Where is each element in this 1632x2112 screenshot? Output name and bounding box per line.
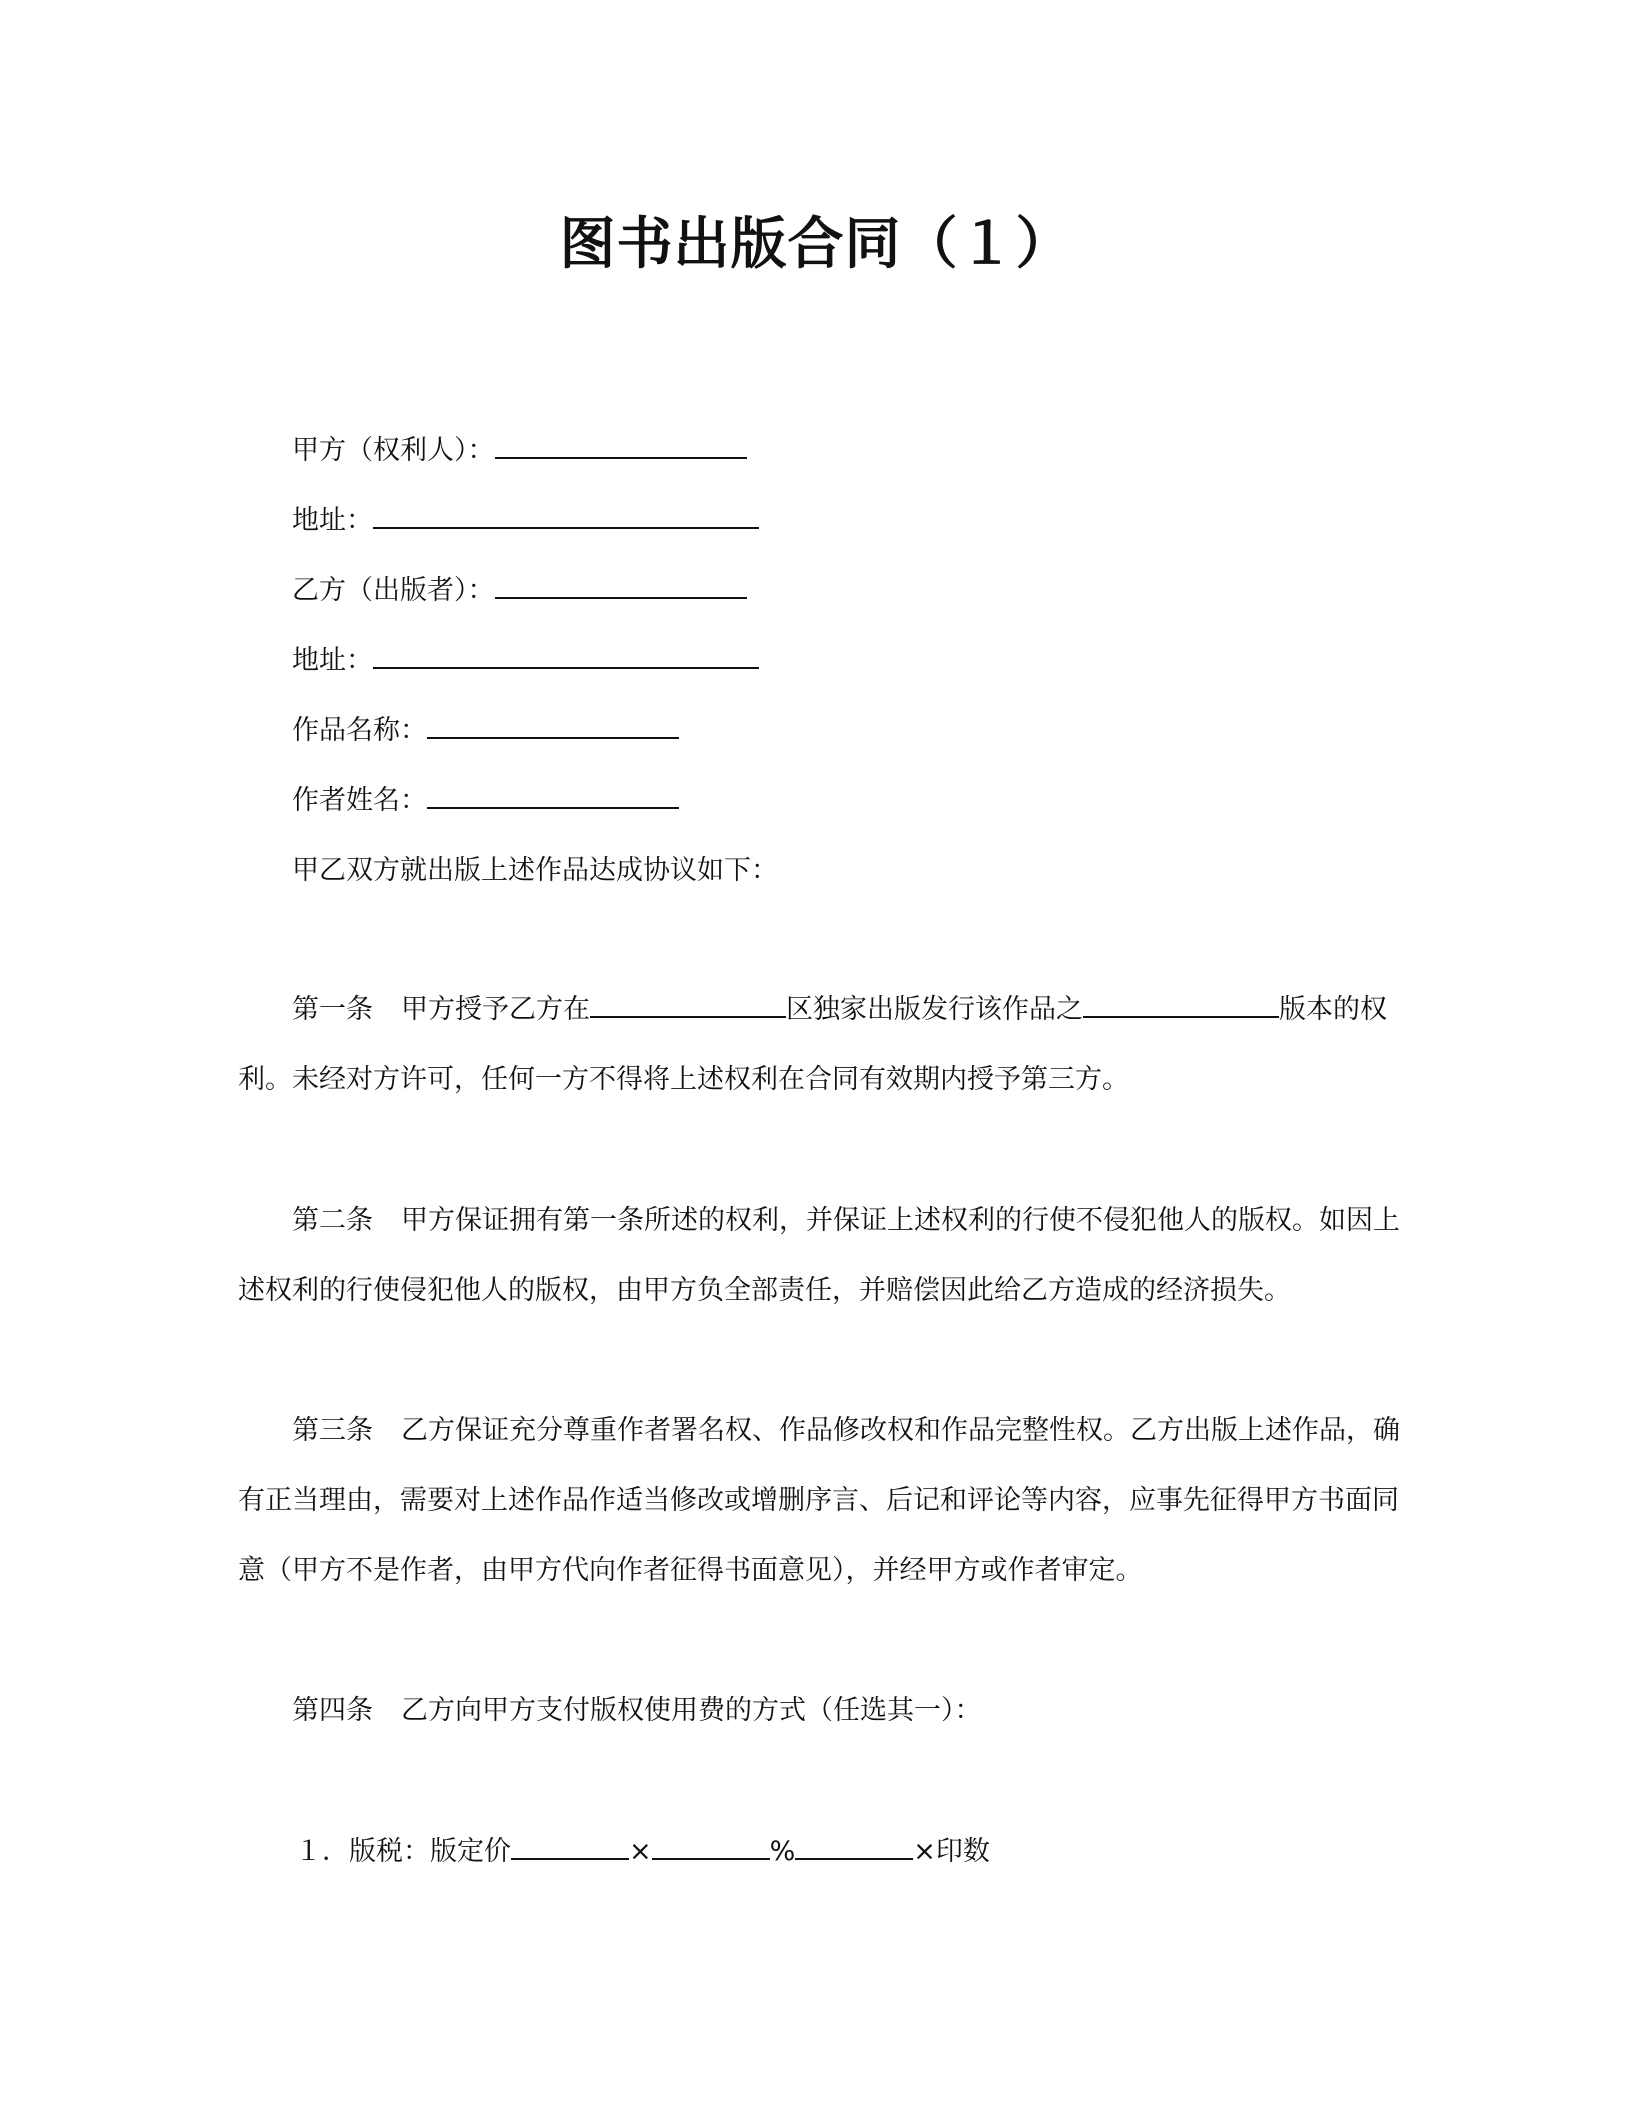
- party-b-field: [292, 571, 747, 611]
- article-3-text-1: 乙方保证充分尊重作者署名权、作品修改权和作品完整性权。乙方出版上述作品，确: [401, 1415, 1400, 1446]
- party-b-address-label: 地址：: [292, 645, 373, 676]
- royalty-label: １．版税：版定价: [295, 1836, 511, 1867]
- party-b-address-field: [292, 641, 759, 681]
- article-1-line-1: [292, 990, 1387, 1030]
- article-3-heading: 第三条: [292, 1415, 373, 1446]
- work-title-field: [292, 711, 679, 751]
- article-3-line-3: 意（甲方不是作者，由甲方代向作者征得书面意见），并经甲方或作者审定。: [238, 1555, 1143, 1586]
- article-2-text-1: 甲方保证拥有第一条所述的权利，并保证上述权利的行使不侵犯他人的版权。如因上: [401, 1205, 1400, 1236]
- party-a-address-label: 地址：: [292, 505, 373, 536]
- article-4-line-1: [292, 1691, 982, 1731]
- royalty-line: [295, 1832, 990, 1872]
- article-3-line-2: 有正当理由，需要对上述作品作适当修改或增删序言、后记和评论等内容，应事先征得甲方书面同: [238, 1485, 1399, 1516]
- article-2-line-2: 述权利的行使侵犯他人的版权，由甲方负全部责任，并赔偿因此给乙方造成的经济损失。: [238, 1275, 1291, 1306]
- article-1-line-2: 利。未经对方许可，任何一方不得将上述权利在合同有效期内授予第三方。: [238, 1064, 1129, 1095]
- work-title-label: 作品名称：: [292, 715, 427, 746]
- author-name-blank[interactable]: [427, 781, 679, 809]
- party-b-address-blank[interactable]: [373, 641, 759, 669]
- article-1-version-blank[interactable]: [1083, 990, 1279, 1018]
- article-4-text-1: 乙方向甲方支付版权使用费的方式（任选其一）：: [401, 1695, 982, 1726]
- article-1-seg-3: 版本的权: [1279, 994, 1387, 1025]
- party-a-address-blank[interactable]: [373, 501, 759, 529]
- article-4-heading: 第四条: [292, 1695, 373, 1726]
- page-title: 图书出版合同（１）: [559, 212, 1073, 277]
- article-2-line-1: [292, 1201, 1400, 1241]
- royalty-extra-blank[interactable]: [795, 1832, 913, 1860]
- author-name-field: [292, 781, 679, 821]
- work-title-blank[interactable]: [427, 711, 679, 739]
- article-2-heading: 第二条: [292, 1205, 373, 1236]
- article-1-seg-1: 甲方授予乙方在: [401, 994, 590, 1025]
- royalty-price-blank[interactable]: [511, 1832, 629, 1860]
- royalty-percent: %: [769, 1836, 796, 1867]
- article-1-heading: 第一条: [292, 994, 373, 1025]
- article-1-seg-2: 区独家出版发行该作品之: [786, 994, 1083, 1025]
- party-a-label: 甲方（权利人）：: [292, 435, 495, 466]
- royalty-rate-blank[interactable]: [652, 1832, 770, 1860]
- party-a-blank[interactable]: [495, 431, 747, 459]
- party-a-address-field: [292, 501, 759, 541]
- royalty-times-1: ×: [629, 1836, 652, 1867]
- author-name-label: 作者姓名：: [292, 785, 427, 816]
- article-1-region-blank[interactable]: [590, 990, 786, 1018]
- party-b-label: 乙方（出版者）：: [292, 575, 495, 606]
- intro-text: 甲乙双方就出版上述作品达成协议如下：: [292, 855, 778, 886]
- article-3-line-1: [292, 1411, 1400, 1451]
- party-a-field: [292, 431, 747, 471]
- party-b-blank[interactable]: [495, 571, 747, 599]
- royalty-times-2: ×印数: [913, 1836, 990, 1867]
